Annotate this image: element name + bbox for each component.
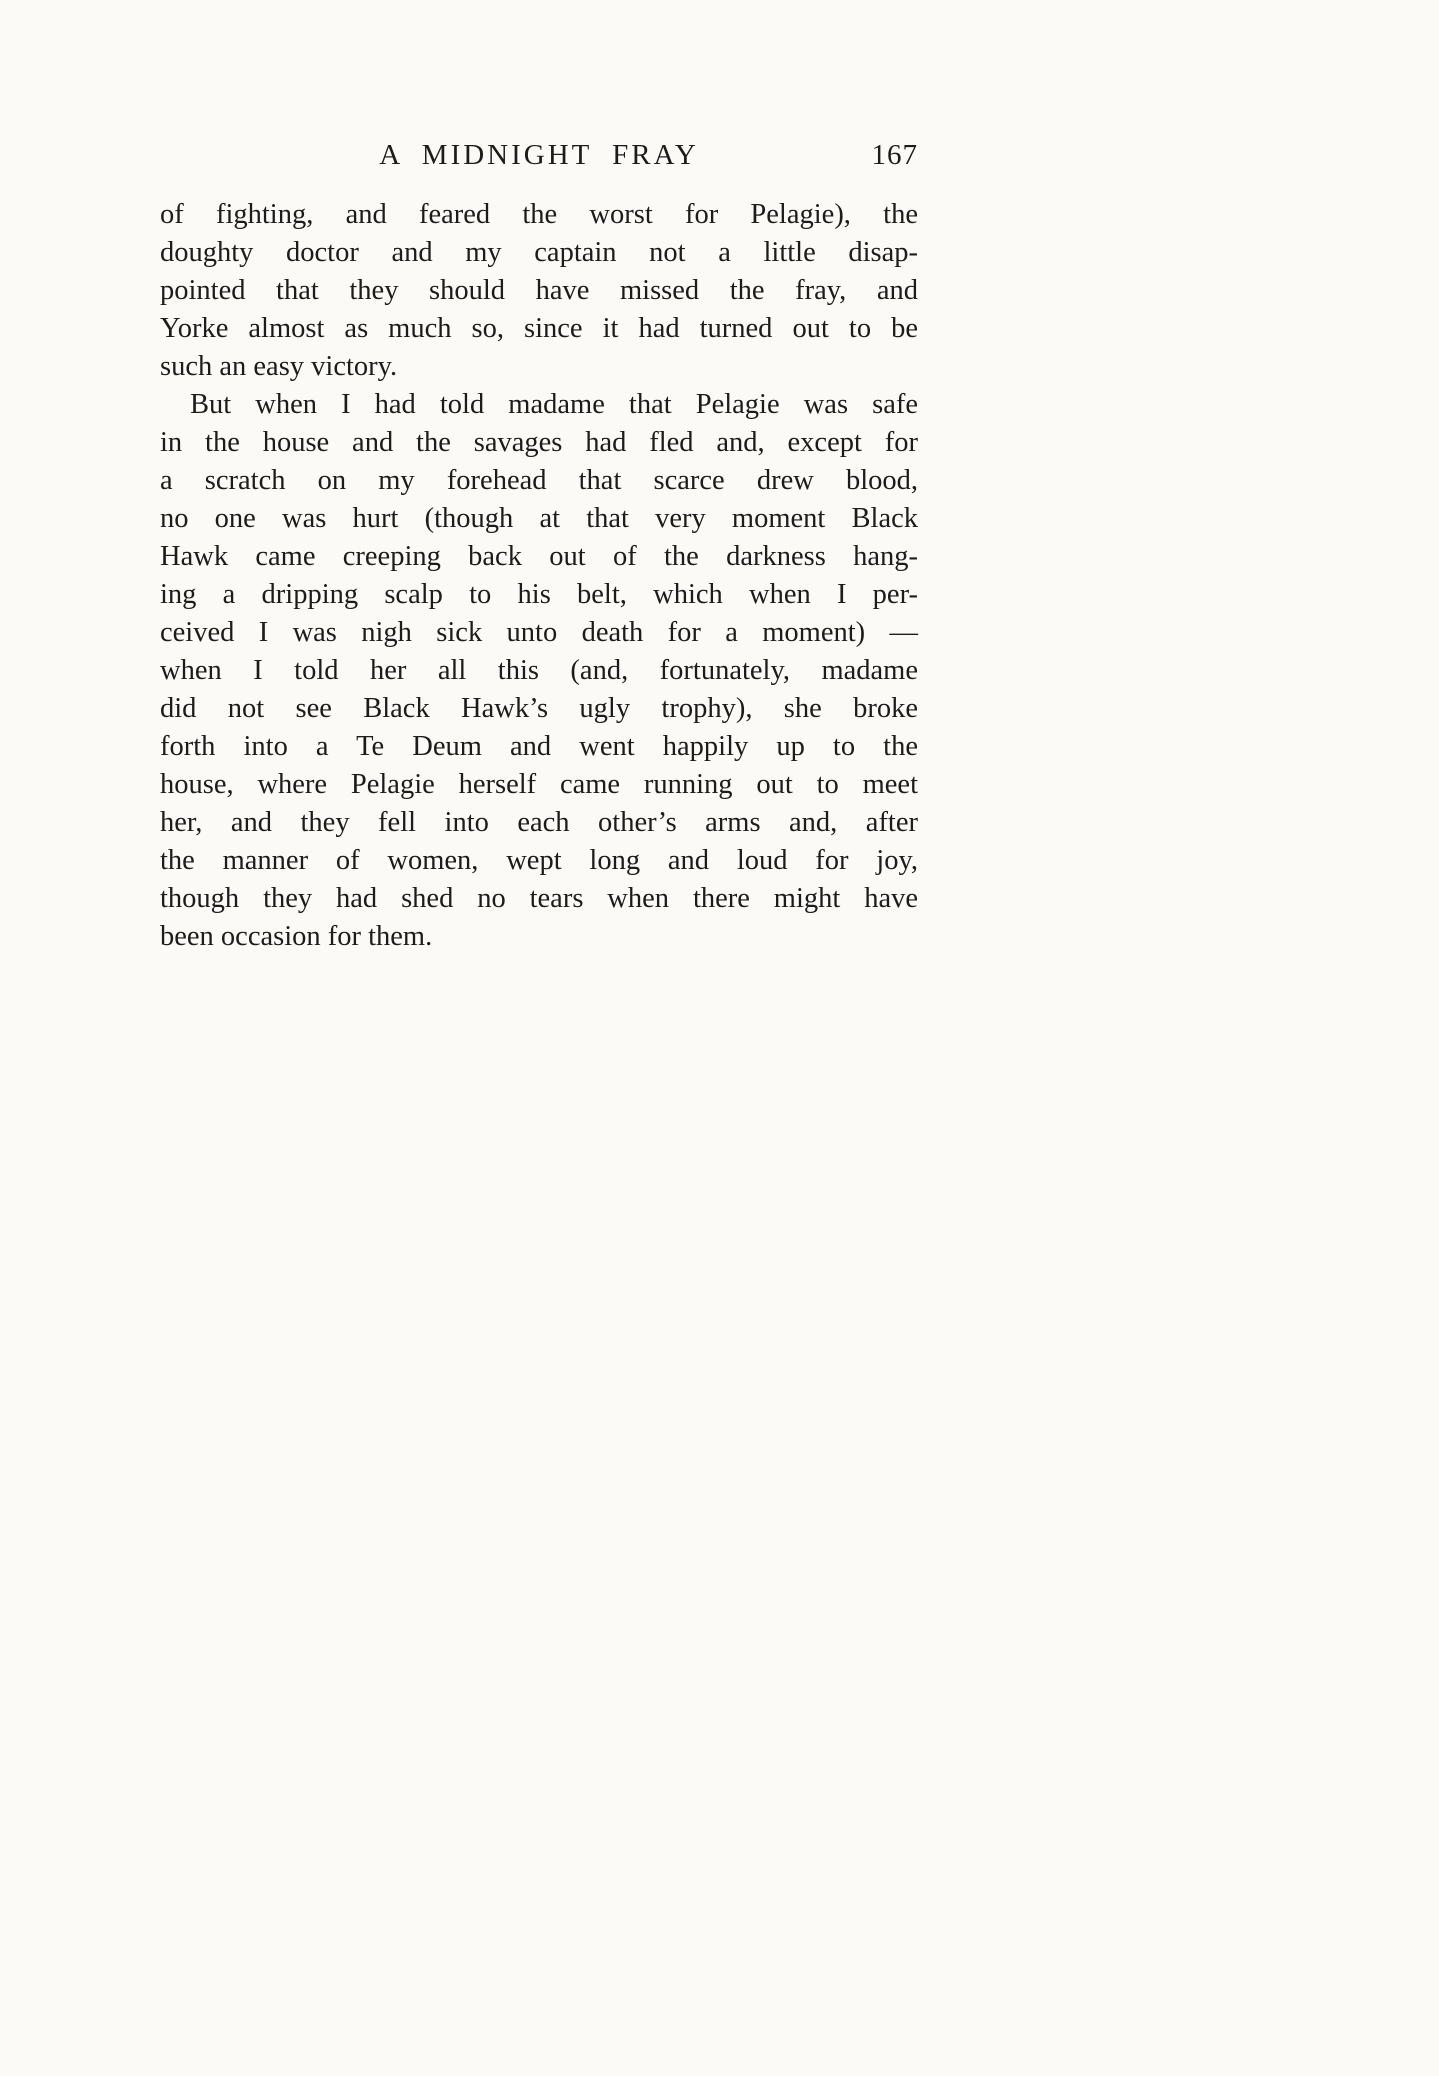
text-line: pointed that they should have missed the fray, and: [160, 275, 918, 306]
page-body: [160, 196, 918, 956]
text-line: did not see Black Hawk’s ugly trophy), she broke: [160, 693, 918, 724]
text-line: ing a dripping scalp to his belt, which when I per-: [160, 579, 918, 610]
text-line: doughty doctor and my captain not a little disap-: [160, 237, 918, 268]
text-line: no one was hurt (though at that very moment Black: [160, 503, 918, 534]
text-line: been occasion for them.: [160, 921, 433, 952]
paragraph: [160, 386, 918, 956]
text-line: though they had shed no tears when there might have: [160, 883, 918, 914]
running-head: [160, 138, 918, 178]
page-number: 167: [871, 139, 918, 171]
text-line: ceived I was nigh sick unto death for a moment) —: [160, 617, 918, 648]
text-line: Hawk came creeping back out of the darkness hang-: [160, 541, 918, 572]
text-line: house, where Pelagie herself came running out to meet: [160, 769, 918, 800]
text-line: her, and they fell into each other’s arms and, after: [160, 807, 918, 838]
text-line: a scratch on my forehead that scarce drew blood,: [160, 465, 918, 496]
text-line: such an easy victory.: [160, 351, 398, 382]
text-line: in the house and the savages had fled and, except for: [160, 427, 918, 458]
paragraph: [160, 196, 918, 386]
chapter-running-title: A MIDNIGHT FRAY: [379, 139, 699, 171]
text-line: But when I had told madame that Pelagie was safe: [190, 389, 918, 420]
text-line: forth into a Te Deum and went happily up to the: [160, 731, 918, 762]
text-line: Yorke almost as much so, since it had turned out to be: [160, 313, 918, 344]
text-line: when I told her all this (and, fortunately, madame: [160, 655, 918, 686]
text-line: the manner of women, wept long and loud for joy,: [160, 845, 918, 876]
text-line: of fighting, and feared the worst for Pelagie), the: [160, 199, 918, 230]
